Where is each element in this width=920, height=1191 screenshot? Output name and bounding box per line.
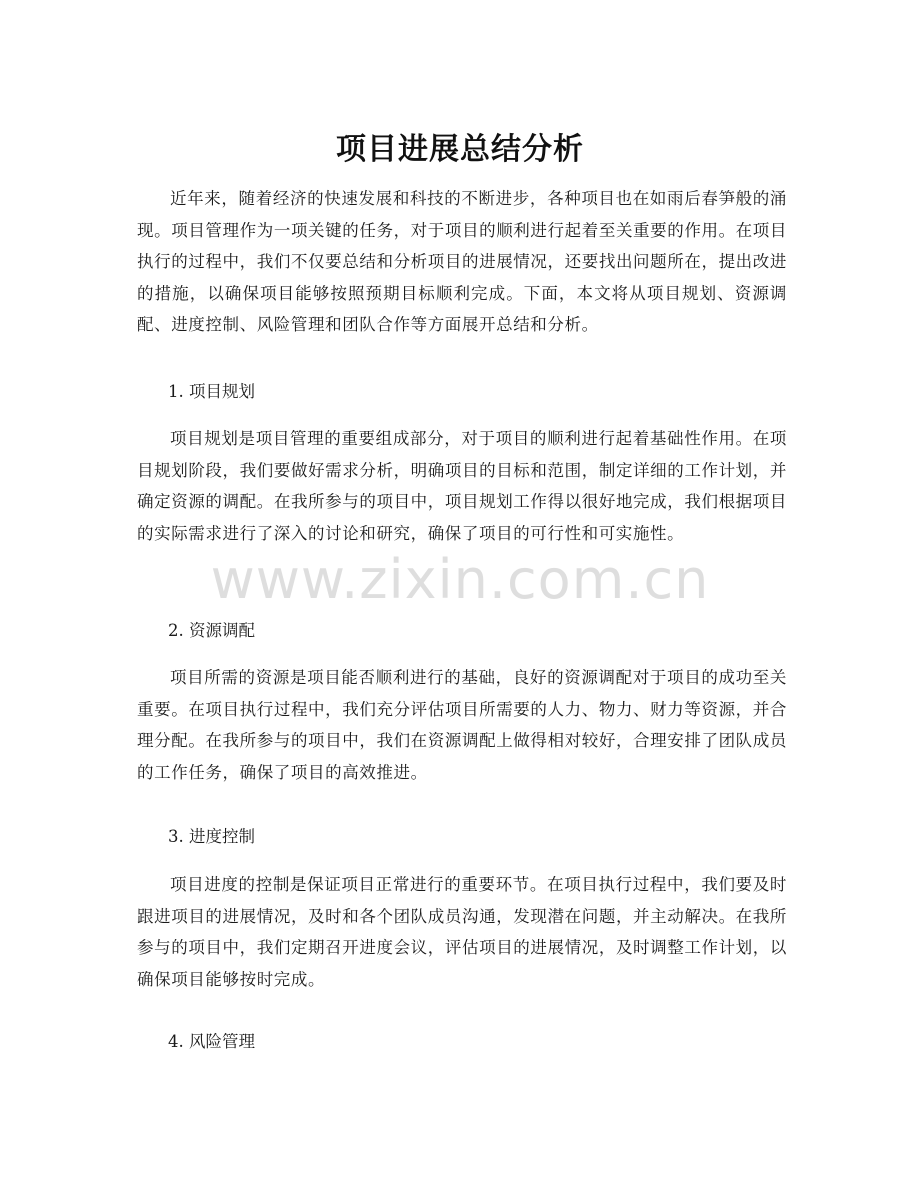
section-heading-risk: 4. 风险管理 xyxy=(168,1032,255,1051)
section-body-planning: 项目规划是项目管理的重要组成部分，对于项目的顺利进行起着基础性作用。在项目规划阶段，我们要做好需求分析，明确项目的目标和范围，制定详细的工作计划，并确定资源的调配。在我所参与的项目中，项目规划工作得以很好地完成，我们根据项目的实际需求进行了深入的讨论和研究，确保了项目的可行性和可实施性。 xyxy=(137,429,787,543)
section-heading-planning: 1. 项目规划 xyxy=(168,382,255,401)
section-heading-resources: 2. 资源调配 xyxy=(168,621,255,640)
document-title: 项目进展总结分析 xyxy=(336,132,584,168)
watermark: www.zixin.com.cn xyxy=(210,548,710,611)
section-heading-schedule: 3. 进度控制 xyxy=(168,827,255,846)
section-body-schedule: 项目进度的控制是保证项目正常进行的重要环节。在项目执行过程中，我们要及时跟进项目的进展情况，及时和各个团队成员沟通，发现潜在问题，并主动解决。在我所参与的项目中，我们定期召开进度会议，评估项目的进展情况，及时调整工作计划，以确保项目能够按时完成。 xyxy=(137,875,787,989)
section-body-resources: 项目所需的资源是项目能否顺利进行的基础，良好的资源调配对于项目的成功至关重要。在项目执行过程中，我们充分评估项目所需要的人力、物力、财力等资源，并合理分配。在我所参与的项目中，我们在资源调配上做得相对较好，合理安排了团队成员的工作任务，确保了项目的高效推进。 xyxy=(137,668,787,782)
intro-paragraph: 近年来，随着经济的快速发展和科技的不断进步，各种项目也在如雨后春笋般的涌现。项目管理作为一项关键的任务，对于项目的顺利进行起着至关重要的作用。在项目执行的过程中，我们不仅要总结和分析项目的进展情况，还要找出问题所在，提出改进的措施，以确保项目能够按照预期目标顺利完成。下面，本文将从项目规划、资源调配、进度控制、风险管理和团队合作等方面展开总结和分析。 xyxy=(137,189,787,334)
